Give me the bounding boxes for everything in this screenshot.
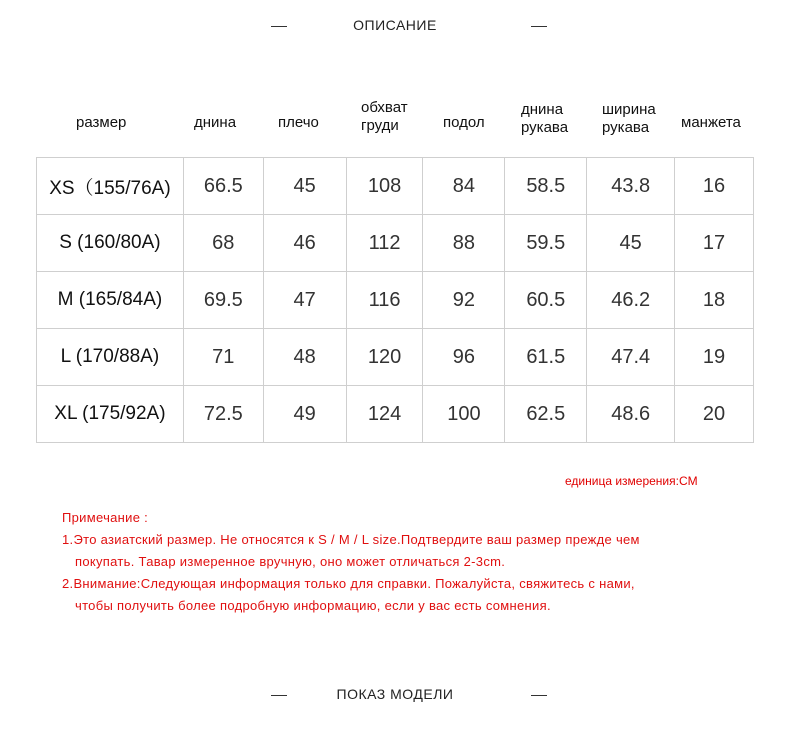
size-cell: M (165/84A) — [37, 272, 184, 329]
note-line: чтобы получить более подробную информацию, если у вас есть сомнения. — [75, 598, 551, 613]
column-header-length: днина — [194, 114, 237, 131]
table-cell: 62.5 — [505, 386, 587, 443]
size-chart-table — [36, 157, 754, 443]
table-cell: 45 — [587, 215, 675, 272]
table-row — [37, 158, 754, 215]
table-cell: 84 — [423, 158, 505, 215]
table-row — [37, 386, 754, 443]
section-title-text: ПОКАЗ МОДЕЛИ — [336, 686, 454, 702]
column-header-sleeve-width: ширина рукава — [602, 101, 656, 136]
table-cell: 112 — [346, 215, 423, 272]
table-cell: 18 — [675, 272, 754, 329]
table-cell: 124 — [346, 386, 423, 443]
table-cell: 68 — [183, 215, 263, 272]
column-header-hem: подол — [443, 114, 485, 131]
size-cell: XS（155/76A) — [37, 158, 184, 215]
table-cell: 88 — [423, 215, 505, 272]
table-cell: 48.6 — [587, 386, 675, 443]
table-cell: 60.5 — [505, 272, 587, 329]
table-cell: 71 — [183, 329, 263, 386]
section-title-text: ОПИСАНИЕ — [353, 17, 437, 33]
table-cell: 92 — [423, 272, 505, 329]
table-cell: 116 — [346, 272, 423, 329]
table-cell: 61.5 — [505, 329, 587, 386]
size-cell: XL (175/92A) — [37, 386, 184, 443]
section-title-model-show — [0, 686, 790, 702]
note-line: 2.Внимание:Следующая информация только для справки. Пожалуйста, свяжитесь с нами, — [62, 576, 635, 591]
table-cell: 47.4 — [587, 329, 675, 386]
note-line: 1.Это азиатский размер. Не относятся к S / M / L size.Подтвердите ваш размер прежде чем — [62, 532, 640, 547]
table-cell: 48 — [263, 329, 346, 386]
table-cell: 45 — [263, 158, 346, 215]
table-cell: 66.5 — [183, 158, 263, 215]
section-title-description — [0, 17, 790, 33]
title-dash-left — [271, 695, 287, 696]
table-cell: 49 — [263, 386, 346, 443]
table-cell: 46 — [263, 215, 346, 272]
table-cell: 58.5 — [505, 158, 587, 215]
table-cell: 20 — [675, 386, 754, 443]
title-dash-right — [531, 695, 547, 696]
table-row — [37, 215, 754, 272]
table-cell: 59.5 — [505, 215, 587, 272]
column-header-size: размер — [76, 114, 127, 131]
table-cell: 120 — [346, 329, 423, 386]
table-row — [37, 272, 754, 329]
column-header-chest: обхват груди — [361, 99, 408, 134]
column-header-sleeve-length: днина рукава — [521, 101, 569, 136]
table-row — [37, 329, 754, 386]
column-header-cuff: манжета — [681, 114, 741, 131]
table-cell: 72.5 — [183, 386, 263, 443]
table-cell: 46.2 — [587, 272, 675, 329]
note-line: покупать. Тавар измеренное вручную, оно может отличаться 2-3cm. — [75, 554, 506, 569]
table-cell: 108 — [346, 158, 423, 215]
title-dash-right — [531, 26, 547, 27]
table-cell: 100 — [423, 386, 505, 443]
table-cell: 96 — [423, 329, 505, 386]
size-cell: L (170/88A) — [37, 329, 184, 386]
notes-heading: Примечание : — [62, 510, 149, 525]
table-cell: 17 — [675, 215, 754, 272]
column-header-shoulder: плечо — [278, 114, 319, 131]
title-dash-left — [271, 26, 287, 27]
unit-note: единица измерения:CM — [565, 474, 698, 488]
table-cell: 69.5 — [183, 272, 263, 329]
size-cell: S (160/80A) — [37, 215, 184, 272]
table-cell: 47 — [263, 272, 346, 329]
table-cell: 43.8 — [587, 158, 675, 215]
table-cell: 16 — [675, 158, 754, 215]
table-cell: 19 — [675, 329, 754, 386]
notes-block — [62, 507, 762, 617]
